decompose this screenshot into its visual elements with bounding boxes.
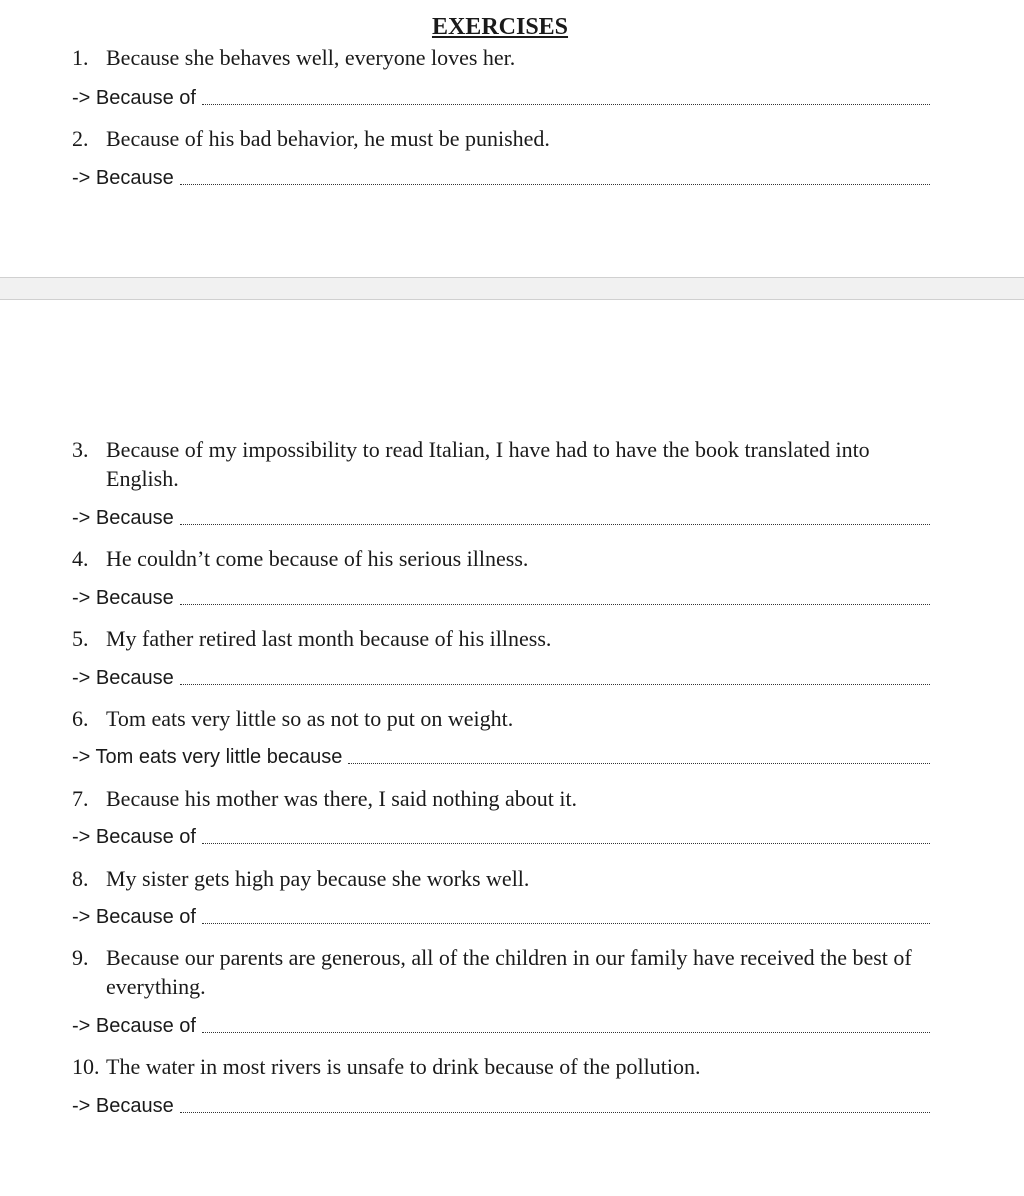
exercise-10-answer-line[interactable]	[72, 1092, 930, 1121]
exercise-text: Because she behaves well, everyone loves her.	[106, 45, 516, 70]
answer-prompt: -> Because	[72, 667, 174, 689]
exercise-number: 3.	[72, 437, 89, 462]
exercise-number: 7.	[72, 786, 89, 811]
answer-prompt: -> Tom eats very little because	[72, 746, 343, 768]
exercise-text: Because of his bad behavior, he must be punished.	[106, 126, 550, 151]
exercise-7-answer-line[interactable]	[72, 823, 930, 852]
page-title: EXERCISES	[431, 14, 569, 40]
answer-blank[interactable]	[202, 831, 930, 844]
exercise-number: 2.	[72, 126, 89, 151]
exercise-3-answer-line[interactable]	[72, 504, 930, 533]
answer-prompt: -> Because	[72, 1095, 174, 1117]
answer-blank[interactable]	[202, 911, 930, 924]
exercise-1-sentence	[72, 43, 932, 72]
exercise-number: 5.	[72, 626, 89, 651]
answer-prompt: -> Because of	[72, 1015, 196, 1037]
exercise-text: He couldn’t come because of his serious illness.	[106, 546, 529, 571]
answer-prompt: -> Because of	[72, 906, 196, 928]
exercise-9-answer-line[interactable]	[72, 1012, 930, 1041]
exercise-8-sentence	[72, 864, 932, 893]
answer-blank[interactable]	[202, 92, 930, 105]
exercise-text: The water in most rivers is unsafe to drink because of the pollution.	[106, 1054, 701, 1079]
answer-prompt: -> Because	[72, 167, 174, 189]
exercise-text: Because his mother was there, I said nothing about it.	[106, 786, 578, 811]
exercise-1-answer-line[interactable]	[72, 84, 930, 113]
exercise-number: 9.	[72, 945, 89, 970]
answer-blank[interactable]	[180, 672, 930, 685]
exercise-number: 4.	[72, 546, 89, 571]
answer-blank[interactable]	[180, 592, 930, 605]
answer-blank[interactable]	[180, 172, 930, 185]
page-2	[0, 300, 1024, 1196]
exercise-text: Tom eats very little so as not to put on weight.	[106, 706, 514, 731]
exercise-5-sentence	[72, 624, 932, 653]
exercise-text: My sister gets high pay because she works well.	[106, 866, 530, 891]
answer-blank[interactable]	[348, 751, 930, 764]
exercise-7-sentence	[72, 784, 932, 813]
exercise-10-sentence	[72, 1052, 932, 1081]
answer-blank[interactable]	[180, 512, 930, 525]
exercise-number: 1.	[72, 45, 89, 70]
answer-blank[interactable]	[180, 1100, 930, 1113]
exercise-4-sentence	[72, 544, 932, 573]
exercise-number: 10.	[72, 1054, 100, 1079]
exercise-text: My father retired last month because of his illness.	[106, 626, 552, 651]
answer-prompt: -> Because	[72, 587, 174, 609]
exercise-2-answer-line[interactable]	[72, 164, 930, 193]
exercise-6-answer-line[interactable]	[72, 743, 930, 772]
page-1	[0, 0, 1024, 277]
exercise-number: 6.	[72, 706, 89, 731]
page-break	[0, 277, 1024, 300]
answer-prompt: -> Because	[72, 507, 174, 529]
exercise-4-answer-line[interactable]	[72, 584, 930, 613]
answer-blank[interactable]	[202, 1020, 930, 1033]
exercise-6-sentence	[72, 704, 932, 733]
exercise-5-answer-line[interactable]	[72, 664, 930, 693]
exercise-3-sentence	[72, 435, 932, 493]
exercise-9-sentence	[72, 943, 932, 1001]
exercise-8-answer-line[interactable]	[72, 903, 930, 932]
exercise-text: Because our parents are generous, all of the children in our family have received the best of everything.	[106, 945, 912, 999]
answer-prompt: -> Because of	[72, 826, 196, 848]
answer-prompt: -> Because of	[72, 87, 196, 109]
exercise-number: 8.	[72, 866, 89, 891]
exercise-text: Because of my impossibility to read Italian, I have had to have the book translated into English.	[106, 437, 870, 491]
exercise-2-sentence	[72, 124, 932, 153]
